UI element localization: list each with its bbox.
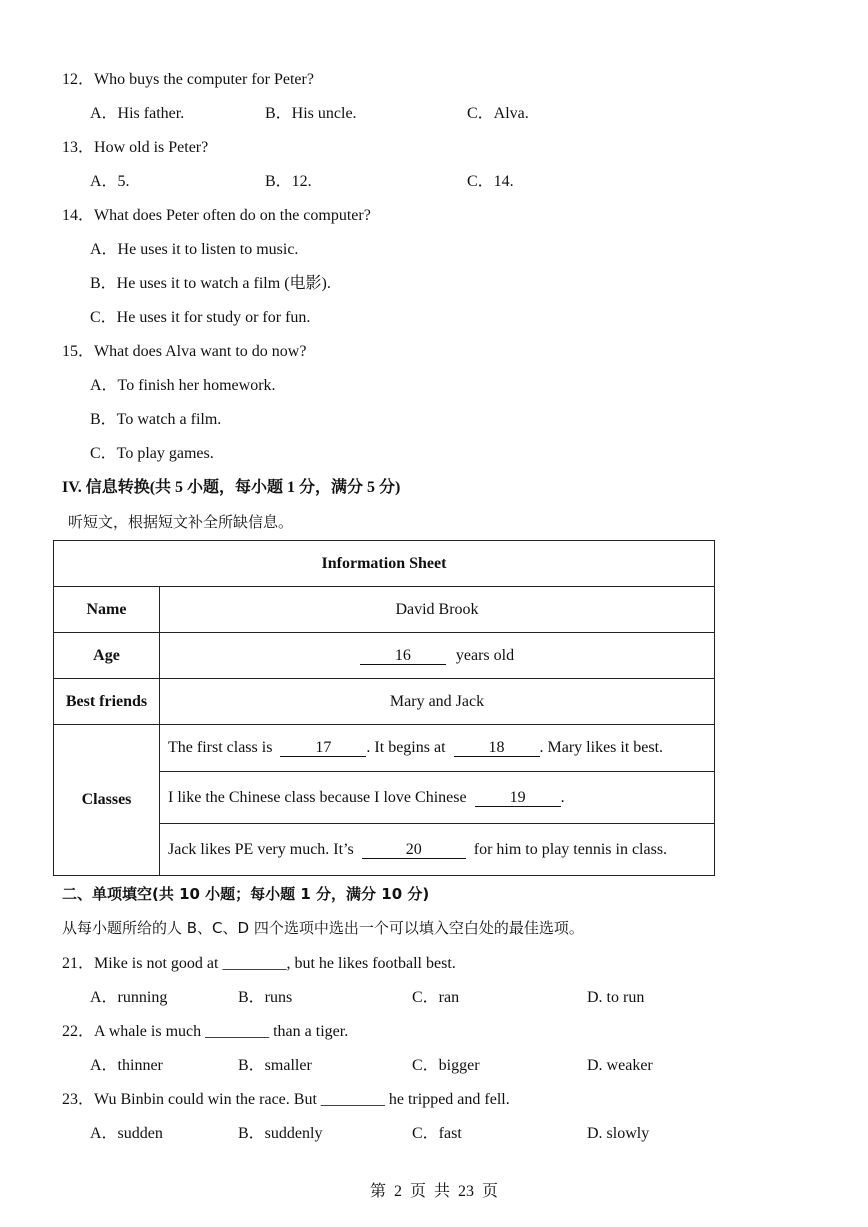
footer-text: 页 (482, 1183, 499, 1200)
table-title: Information Sheet (54, 541, 715, 587)
name-value: David Brook (160, 587, 715, 633)
question-text: Mike is not good at ________, but he likes football best. (94, 955, 456, 972)
question-text: Wu Binbin could win the race. But ________ he tripped and fell. (94, 1091, 510, 1108)
option-a: A．sudden (90, 1125, 163, 1142)
row-text: I like the Chinese class because I love Chinese (168, 788, 467, 806)
total-pages: 23 (458, 1183, 475, 1200)
age-label: Age (54, 633, 160, 679)
blank-17[interactable]: 17 (280, 740, 366, 757)
question-number: 23． (62, 1091, 95, 1108)
option-c: C．fast (412, 1125, 462, 1142)
question-23 (62, 1090, 510, 1110)
question-number: 21． (62, 955, 95, 972)
page-footer (0, 1178, 868, 1201)
question-number: 13． (62, 139, 95, 156)
row-text: . (560, 788, 565, 806)
option-a: A．His father. (90, 105, 185, 122)
option-a: A．To finish her homework. (90, 377, 276, 394)
name-label: Name (54, 587, 160, 633)
section-2-title: 二、单项填空(共 10 小题；每小题 1 分，满分 10 分) (62, 885, 430, 903)
option-b: B．suddenly (238, 1125, 323, 1142)
option-a: A．He uses it to listen to music. (90, 241, 299, 258)
option-c: C．He uses it for study or for fun. (90, 309, 311, 326)
row-text: . Mary likes it best. (539, 739, 664, 756)
footer-text: 页 (409, 1183, 426, 1200)
option-c: C．To play games. (90, 445, 214, 462)
classes-row-1 (160, 725, 715, 772)
option-b: B．12. (265, 173, 312, 190)
option-c: C．Alva. (467, 105, 529, 122)
option-b: B．To watch a film. (90, 411, 222, 428)
question-number: 14． (62, 207, 95, 224)
best-friends-label: Best friends (54, 679, 160, 725)
age-value (160, 633, 715, 679)
question-14 (62, 206, 371, 226)
footer-text: 共 (434, 1183, 451, 1200)
age-suffix: years old (455, 646, 515, 664)
option-d: D. to run (587, 989, 645, 1006)
option-c: C．bigger (412, 1057, 480, 1074)
question-text: A whale is much ________ than a tiger. (94, 1023, 349, 1040)
page-number: 2 (393, 1183, 402, 1200)
option-b: B．His uncle. (265, 105, 357, 122)
footer-text: 第 (369, 1183, 386, 1200)
section-4-instruction: 听短文，根据短文补全所缺信息。 (68, 513, 294, 531)
blank-16[interactable]: 16 (360, 648, 446, 665)
option-b: B．smaller (238, 1057, 312, 1074)
question-number: 12． (62, 71, 95, 88)
row-text: for him to play tennis in class. (473, 840, 668, 858)
question-text: How old is Peter? (94, 139, 209, 156)
question-text: Who buys the computer for Peter? (94, 71, 314, 88)
question-13 (62, 138, 208, 158)
best-friends-value: Mary and Jack (160, 679, 715, 725)
question-text: What does Peter often do on the computer? (94, 207, 371, 224)
option-a: A．thinner (90, 1057, 163, 1074)
information-sheet-table (53, 540, 715, 876)
option-c: C．14. (467, 173, 514, 190)
section-4-title: IV. 信息转换(共 5 小题，每小题 1 分，满分 5 分) (62, 479, 401, 496)
option-a: A．running (90, 989, 168, 1006)
option-b: B．runs (238, 989, 293, 1006)
section-2-instruction: 从每小题所给的人 B、C、D 四个选项中选出一个可以填入空白处的最佳选项。 (62, 919, 584, 937)
question-text: What does Alva want to do now? (94, 343, 307, 360)
question-12 (62, 70, 314, 90)
blank-18[interactable]: 18 (454, 740, 540, 757)
option-c: C．ran (412, 989, 460, 1006)
question-22 (62, 1022, 348, 1042)
question-15 (62, 342, 306, 362)
classes-row-2 (160, 772, 715, 824)
blank-20[interactable]: 20 (362, 842, 466, 859)
question-number: 22． (62, 1023, 95, 1040)
option-a: A．5. (90, 173, 130, 190)
blank-19[interactable]: 19 (475, 790, 561, 807)
option-d: D. weaker (587, 1057, 653, 1074)
classes-label: Classes (54, 725, 160, 876)
row-text: The first class is (168, 739, 273, 756)
row-text: Jack likes PE very much. It’s (168, 840, 354, 858)
question-number: 15． (62, 343, 95, 360)
row-text: . It begins at (366, 739, 446, 756)
option-d: D. slowly (587, 1125, 650, 1142)
option-b: B．He uses it to watch a film (电影). (90, 275, 331, 292)
classes-row-3 (160, 824, 715, 876)
question-21 (62, 954, 456, 974)
